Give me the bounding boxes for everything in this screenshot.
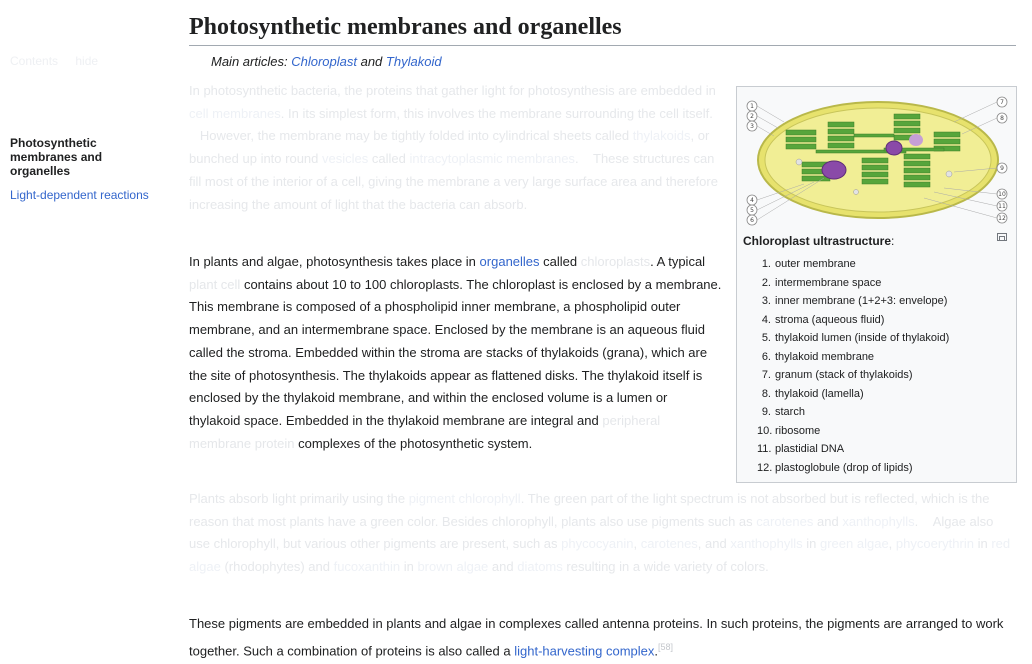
text: These structures can fill most of the interior of a cell, giving the membrane a very large surface area and therefore increasing the amount of light that the bacteria can absorb. — [189, 151, 718, 212]
label-7: 7 — [1000, 99, 1004, 106]
hatnote — [211, 54, 442, 69]
chloroplast-diagram[interactable] — [744, 92, 1012, 230]
text: Algae also use chlorophyll, but various other pigments are present, such as — [189, 513, 994, 552]
sidebar-item-current-line: membranes and — [10, 150, 103, 164]
phycoerythrin-link[interactable]: phycoerythrin — [895, 536, 974, 552]
text: complexes of the photosynthetic system. — [298, 435, 533, 451]
text: . The green part of the light spectrum is not absorbed but is reflected, which is the reason that most plants have a green color. Besides chlorophyll, plants also use pigments such as — [189, 491, 990, 529]
paragraph-bacteria — [189, 80, 724, 216]
text: , and — [697, 536, 727, 552]
legend-item: 1. outer membrane — [761, 258, 856, 270]
chloroplasts-link[interactable]: chloroplasts — [580, 254, 651, 269]
toc-toggle[interactable] — [10, 54, 112, 68]
caption-colon: : — [891, 234, 895, 248]
toc-sidebar — [10, 136, 170, 202]
label-11: 11 — [998, 203, 1006, 210]
xanthophylls-link[interactable]: xanthophylls — [730, 536, 803, 552]
text: Plants absorb light primarily using the — [189, 491, 406, 506]
text: (rhodophytes) and — [224, 559, 330, 575]
phycocyanin-link[interactable]: phycocyanin — [561, 536, 634, 552]
text: , — [888, 536, 893, 552]
legend-item: 8. thylakoid (lamella) — [761, 387, 864, 400]
label-2: 2 — [750, 113, 754, 120]
text: In plants and algae, photosynthesis takes place in — [189, 254, 476, 269]
text: . — [914, 513, 919, 529]
caption-title-text: Chloroplast ultrastructure — [743, 234, 892, 248]
thylakoids-link[interactable]: thylakoids — [632, 128, 691, 144]
peripheral-membrane-protein-link[interactable]: peripheral membrane protein — [189, 412, 661, 451]
legend-item: 5. thylakoid lumen (inside of thylakoid) — [761, 332, 950, 344]
text: called — [371, 151, 406, 167]
legend-item: 4. stroma (aqueous fluid) — [761, 313, 885, 326]
xanthophylls-link[interactable]: xanthophylls — [842, 513, 915, 529]
cell-membranes-link[interactable]: cell membranes — [189, 105, 281, 121]
carotenes-link[interactable]: carotenes — [756, 513, 814, 529]
diatoms-link[interactable]: diatoms — [517, 559, 563, 575]
chloroplast-link[interactable]: Chloroplast — [291, 54, 357, 69]
label-5: 5 — [750, 207, 754, 214]
text: called — [543, 254, 578, 269]
enlarge-icon[interactable] — [997, 233, 1007, 241]
figure-caption-title — [743, 234, 894, 248]
paragraph-plants-algae — [189, 251, 722, 455]
thylakoid-link[interactable]: Thylakoid — [385, 54, 442, 69]
text: in — [977, 536, 988, 552]
text: and — [817, 513, 839, 529]
toc-contents-label: Contents — [10, 54, 59, 68]
legend-item: 11. plastidial DNA — [757, 443, 845, 455]
text: . — [654, 643, 659, 659]
label-1: 1 — [750, 103, 754, 110]
paragraph-antenna-proteins — [189, 613, 1019, 663]
figure-legend — [757, 255, 949, 477]
sidebar-item-light-dependent-reactions[interactable]: Light-dependent reactions — [10, 188, 149, 202]
legend-item: 9. starch — [761, 406, 805, 418]
legend-item: 2. intermembrane space — [761, 276, 882, 289]
legend-item: 7. granum (stack of thylakoids) — [761, 369, 913, 381]
red-algae-link[interactable]: red algae — [189, 536, 1011, 575]
light-harvesting-complex-link[interactable]: light-harvesting complex — [514, 643, 655, 659]
sidebar-item-current-line: Photosynthetic — [10, 136, 97, 150]
text: These pigments are embedded in plants and algae in complexes called antenna proteins. In such proteins, the pigments are arranged to work together. Such a combination of proteins is also called a — [189, 616, 1004, 659]
text: , or bunched up into round — [189, 128, 710, 167]
hatnote-prefix: Main articles: — [211, 54, 288, 69]
label-10: 10 — [998, 191, 1006, 198]
text: . — [574, 151, 579, 167]
green-algae-link[interactable]: green algae — [820, 536, 889, 552]
legend-item: 3. inner membrane (1+2+3: envelope) — [761, 295, 948, 307]
text: resulting in a wide variety of colors. — [566, 559, 769, 575]
legend-item: 6. thylakoid membrane — [761, 350, 875, 363]
vesicles-link[interactable]: vesicles — [322, 151, 369, 167]
carotenes-link[interactable]: carotenes — [640, 536, 698, 552]
organelles-link[interactable]: organelles — [479, 254, 540, 269]
section-heading: Photosynthetic membranes and organelles — [189, 12, 1016, 46]
fucoxanthin-link[interactable]: fucoxanthin — [333, 559, 401, 575]
text: In photosynthetic bacteria, the proteins that gather light for photosynthesis are embedded in — [189, 83, 716, 98]
text: contains about 10 to 100 chloroplasts. The chloroplast is enclosed by a membrane. This membrane is composed of a phospholipid inner membrane, a phospholipid outer membrane, and an intermembrane space. Enclosed by the membrane is an aqueous fluid called the stroma. Embedded within the stroma are stacks of thylakoids (grana), which are the site of photosynthesis. The thylakoids appear as flattened disks. The thylakoid itself is enclosed by the thylakoid membrane, and within the enclosed volume is a lumen or thylakoid space. Embedded in the thylakoid membrane are integral and — [189, 276, 722, 428]
text: in — [403, 559, 414, 575]
brown-algae-link[interactable]: brown algae — [417, 559, 489, 575]
legend-item: 10. ribosome — [757, 424, 821, 437]
pigment-chlorophyll-link[interactable]: pigment chlorophyll — [408, 491, 521, 506]
text: . A typical — [650, 254, 706, 269]
label-4: 4 — [750, 197, 754, 204]
label-9: 9 — [1000, 165, 1004, 172]
text: in — [806, 536, 817, 552]
legend-item: 12. plastoglobule (drop of lipids) — [757, 461, 913, 474]
intracytoplasmic-membranes-link[interactable]: intracytoplasmic membranes — [409, 151, 575, 167]
toc-hide-link[interactable]: hide — [75, 54, 99, 68]
label-6: 6 — [750, 217, 754, 224]
text: However, the membrane may be tightly folded into cylindrical sheets called — [199, 128, 630, 144]
paragraph-pigments — [189, 488, 1016, 579]
text: and — [491, 559, 514, 575]
sidebar-item-current[interactable] — [10, 136, 170, 178]
label-12: 12 — [998, 215, 1006, 222]
text: , — [633, 536, 638, 552]
reference-58[interactable]: [58] — [658, 641, 674, 652]
hatnote-and: and — [360, 54, 383, 69]
label-8: 8 — [1000, 115, 1004, 122]
label-3: 3 — [750, 123, 754, 130]
chloroplast-figure — [736, 86, 1017, 483]
sidebar-item-current-line: organelles — [10, 164, 71, 178]
text: . In its simplest form, this involves the membrane surrounding the cell itself. — [280, 105, 713, 121]
plant-cell-link[interactable]: plant cell — [189, 276, 241, 292]
